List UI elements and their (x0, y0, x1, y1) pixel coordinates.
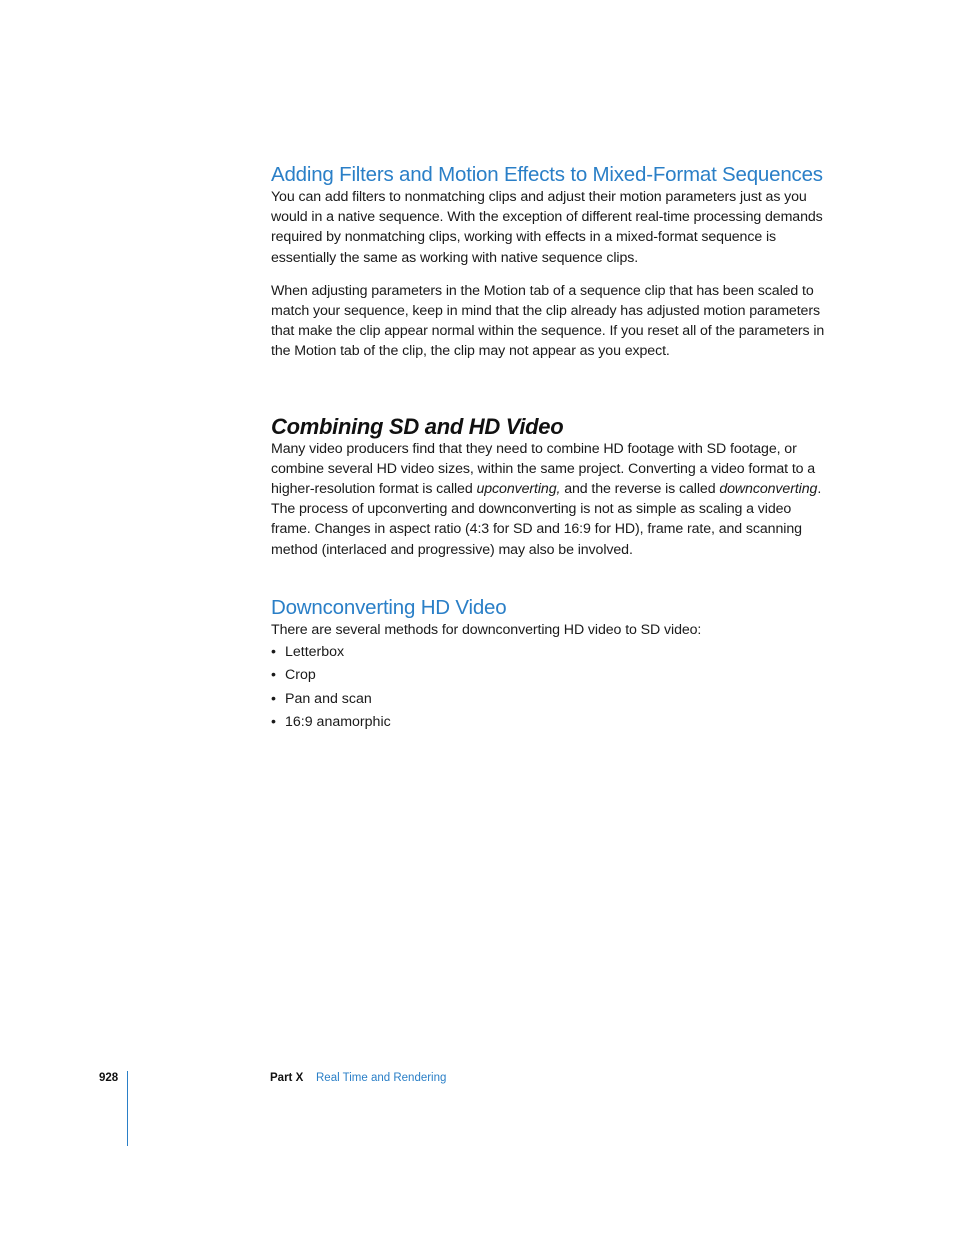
footer-part-label: Part X (270, 1072, 304, 1084)
section-heading-combining-sd-hd: Combining SD and HD Video (271, 413, 564, 439)
paragraph-downconverting-intro: There are several methods for downconverting HD video to SD video: (271, 621, 702, 638)
page-number: 928 (99, 1072, 119, 1084)
list-item (271, 642, 831, 662)
footer-chapter-link[interactable]: Real Time and Rendering (316, 1072, 447, 1084)
paragraph-filters-intro: You can add filters to nonmatching clips and adjust their motion parameters just as you would in a native sequence. With the exception of different real-time processing demands required by nonmatching clips, working with effects in a mixed-format sequence is essentially the same as working with native sequence clips. (271, 189, 823, 266)
section-heading-downconverting: Downconverting HD Video (271, 595, 507, 619)
list-item (271, 712, 831, 732)
bullet-icon: • (271, 644, 276, 661)
term-upconverting: upconverting, (476, 481, 561, 498)
bullet-icon: • (271, 713, 276, 730)
paragraph-motion-tab: When adjusting parameters in the Motion tab of a sequence clip that has been scaled to match your sequence, keep in mind that the clip already has adjusted motion parameters that make the clip appear normal within the sequence. If you reset all of the parameters in the Motion tab of the clip, the clip may not appear as you expect. (271, 282, 825, 360)
paragraph-combining-text-2: and the reverse is called (560, 481, 720, 498)
footer-divider (127, 1071, 128, 1146)
list-item-label: Pan and scan (285, 690, 372, 707)
paragraph-combining-text-1: Many video producers find that they need to combine HD footage with SD footage, or combine several HD video sizes, within the same project. Converting a video format to a higher-resolution format is called (271, 440, 816, 498)
bullet-icon: • (271, 690, 276, 707)
list-item (271, 689, 831, 709)
section-heading-filters-motion: Adding Filters and Motion Effects to Mixed-Format Sequences (271, 163, 823, 186)
list-item-label: 16:9 anamorphic (285, 713, 391, 730)
list-item-label: Crop (285, 667, 316, 684)
paragraph-combining (271, 439, 831, 560)
term-downconverting: downconverting (719, 481, 818, 498)
page-content (271, 160, 831, 735)
bullet-icon: • (271, 667, 276, 684)
paragraph-combining-text-3: . The process of upconverting and downconverting is not as simple as scaling a video frame. Changes in aspect ratio (4:3 for SD and 16:9 for HD), frame rate, and scanning method (interlaced and progressive) may also be involved. (271, 481, 822, 558)
list-item (271, 665, 831, 685)
list-item-label: Letterbox (285, 644, 345, 661)
downconvert-methods-list (271, 642, 831, 732)
